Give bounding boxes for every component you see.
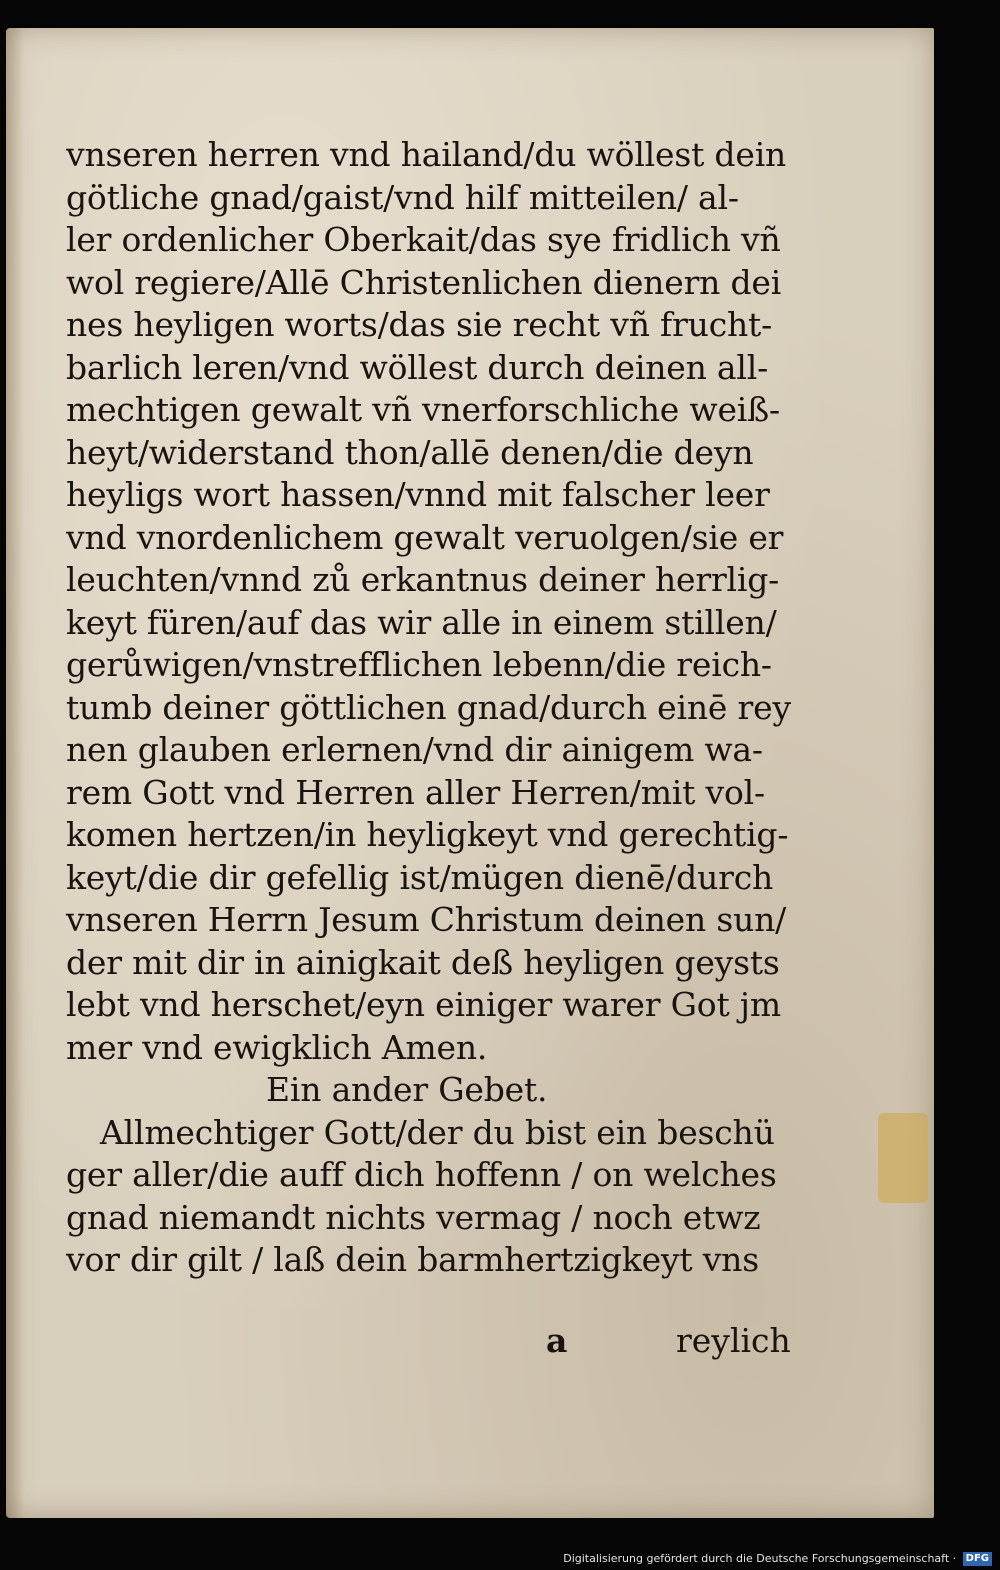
text-line: lebt vnd herschet/eyn einiger warer Got jm xyxy=(66,985,781,1024)
text-line: heyligs wort hassen/vnnd mit falscher leer xyxy=(66,475,770,514)
prayer-line: Allmechtiger Gott/der du bist ein beschü xyxy=(100,1112,775,1152)
book-page xyxy=(6,28,934,1518)
text-line: heyt/widerstand thon/allē denen/die deyn xyxy=(66,432,754,472)
text-line: keyt/die dir gefellig ist/mügen dienē/durch xyxy=(66,857,774,897)
text-line: der mit dir in ainigkait deß heyligen geysts xyxy=(66,942,780,982)
text-line: vnseren Herrn Jesum Christum deinen sun/ xyxy=(66,900,787,939)
text-line: vnseren herren vnd hailand/du wöllest dein xyxy=(66,135,787,174)
prayer-line: vor dir gilt / laß dein barmhertzigkeyt vns xyxy=(66,1240,759,1279)
text-line: gerůwigen/vnstrefflichen lebenn/die reich- xyxy=(66,645,772,684)
text-block xyxy=(66,134,806,1282)
text-line: vnd vnordenlichem gewalt veruolgen/sie er xyxy=(66,517,784,557)
text-line: tumb deiner göttlichen gnad/durch einē rey xyxy=(66,687,791,727)
text-line: keyt füren/auf das wir alle in einem stillen/ xyxy=(66,602,777,642)
text-line: mer vnd ewigklich Amen. xyxy=(66,1027,488,1067)
signature-mark: a xyxy=(546,1321,568,1360)
catchword: reylich xyxy=(676,1321,791,1360)
text-line: mechtigen gewalt vñ vnerforschliche weiß- xyxy=(66,390,780,429)
text-line: wol regiere/Allē Christenlichen dienern dei xyxy=(66,262,782,302)
text-line: barlich leren/vnd wöllest durch deinen all- xyxy=(66,347,769,387)
text-line: nes heyligen worts/das sie recht vñ frucht- xyxy=(66,305,773,344)
prayer-line: ger aller/die auff dich hoffenn / on welches xyxy=(66,1155,777,1194)
paper-stain xyxy=(878,1113,928,1203)
text-line: leuchten/vnnd zů erkantnus deiner herrlig- xyxy=(66,560,780,599)
credit-text: Digitalisierung gefördert durch die Deutsche Forschungsgemeinschaft · xyxy=(563,1552,957,1565)
prayer-line: gnad niemandt nichts vermag / noch etwz xyxy=(66,1197,761,1237)
digitization-credit xyxy=(563,1550,992,1568)
text-line: rem Gott vnd Herren aller Herren/mit vol- xyxy=(66,772,765,812)
text-line: nen glauben erlernen/vnd dir ainigem wa- xyxy=(66,730,763,769)
dfg-logo: DFG xyxy=(963,1552,992,1566)
section-heading: Ein ander Gebet. xyxy=(266,1070,548,1109)
text-line: komen hertzen/in heyligkeyt vnd gerechtig- xyxy=(66,815,789,854)
catchword-row xyxy=(546,1320,806,1362)
text-line: götliche gnad/gaist/vnd hilf mitteilen/ al- xyxy=(66,177,739,217)
text-line: ler ordenlicher Oberkait/das sye fridlich vñ xyxy=(66,220,781,259)
